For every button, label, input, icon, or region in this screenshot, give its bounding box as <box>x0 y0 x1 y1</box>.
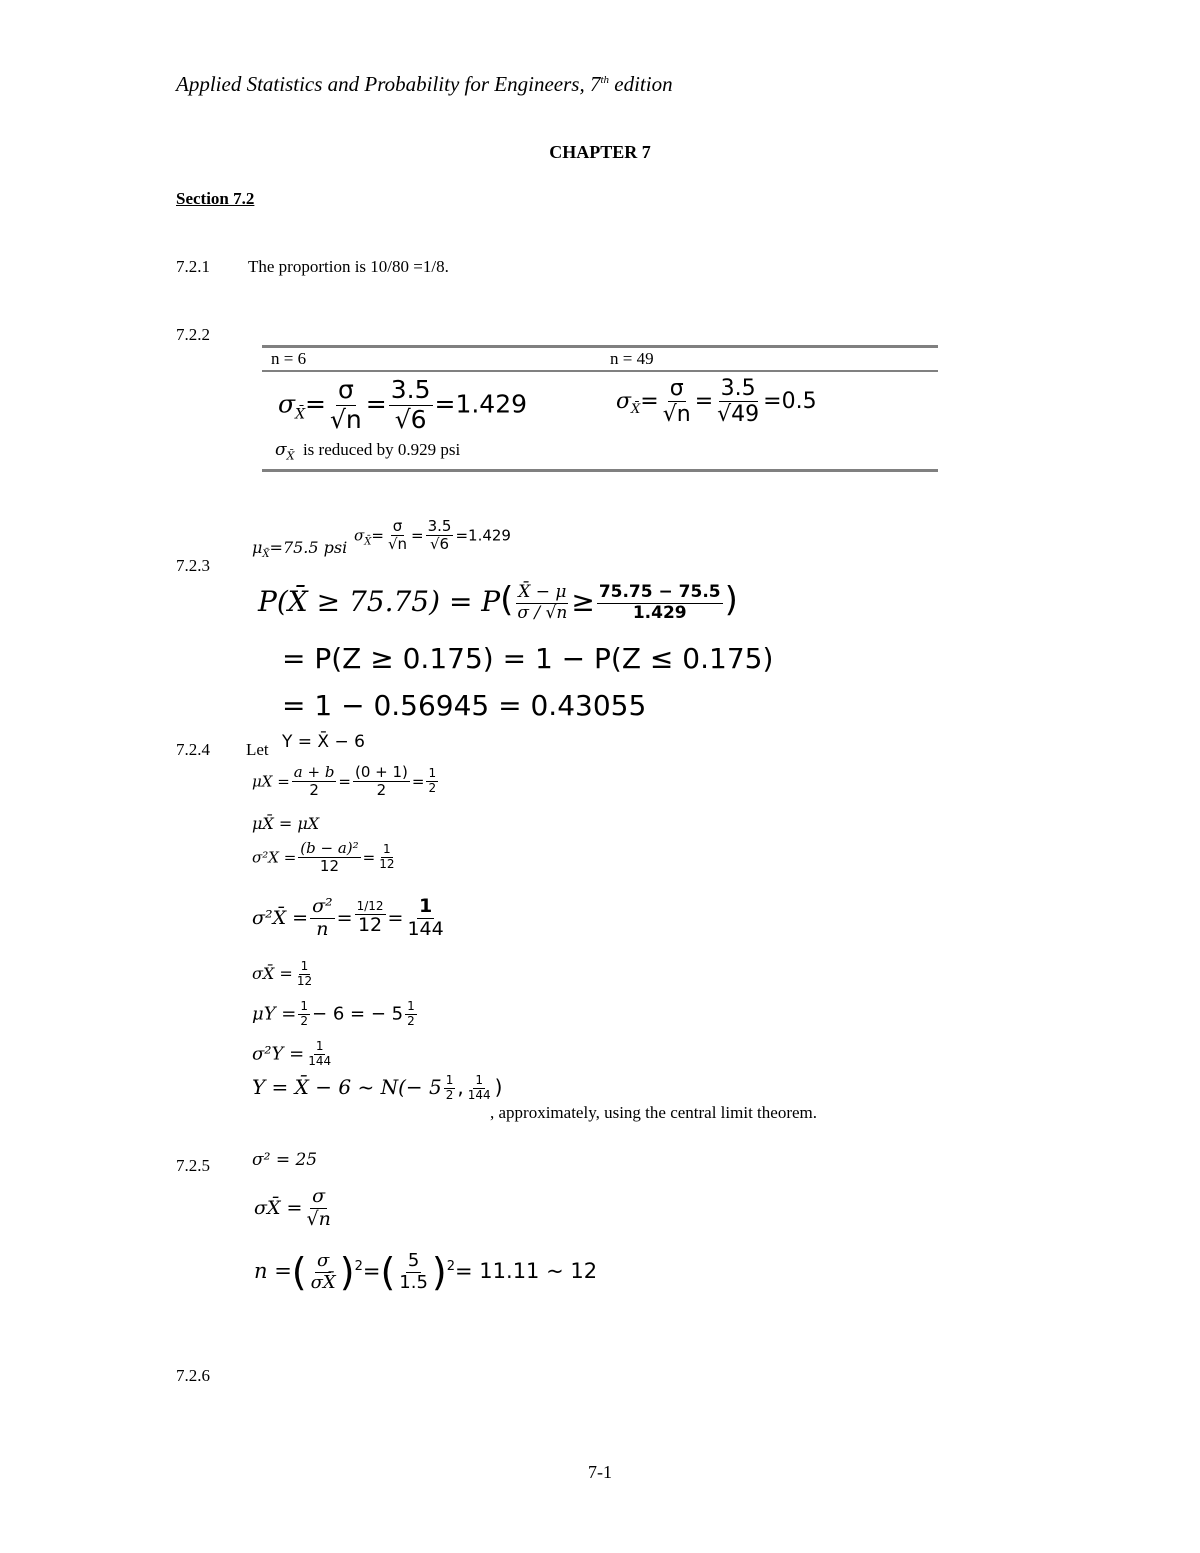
probability-line-1: P(X̄ ≥ 75.75) = P( $\frac{X̄ - \mu}{\sigma / √n}$ ≥ $\frac{75.75 - 75.5}{1.429}$ ) <box>258 580 738 623</box>
frac-den: √49 <box>717 402 760 428</box>
prob-left: P(X̄ ≥ 75.75) = P <box>258 585 501 618</box>
close-paren: ) <box>494 1074 503 1099</box>
let-word: Let <box>246 740 269 759</box>
frac-den: 12 <box>357 913 383 936</box>
frac-num: σ <box>337 375 354 404</box>
table-header-n49: n = 49 <box>610 349 654 368</box>
frac-num: 1 <box>428 766 437 781</box>
result-value: = 11.11 ~ 12 <box>455 1259 598 1283</box>
var-y-equation <box>252 1040 335 1069</box>
frac-num: 75.75 − 75.5 <box>598 581 721 602</box>
lhs: μX = <box>252 772 290 791</box>
xbar-subscript: X̄ <box>286 449 295 463</box>
var-x-equation: σ²X = $\frac{\text{(b − a)²}}{12}$ = $\frac{1}{12}$ <box>252 839 395 876</box>
frac-num: σ <box>312 1185 326 1207</box>
probability-line-3: = 1 − 0.56945 = 0.43055 <box>282 689 647 722</box>
xbar-subscript: X̄ <box>295 406 306 423</box>
frac-num: (b − a)² <box>300 839 359 857</box>
section-title: Section 7.2 <box>176 189 255 208</box>
frac-den: σ / √n <box>517 602 568 623</box>
frac-num: X̄ − μ <box>518 581 567 602</box>
problem-text-7-2-1: The proportion is 10/80 =1/8. <box>248 257 449 276</box>
lhs: σX̄ = <box>252 963 293 983</box>
running-header <box>176 72 673 97</box>
result-value: =1.429 <box>455 526 511 545</box>
xbar-subscript: X̄ <box>631 402 641 418</box>
lhs: n = <box>254 1259 292 1283</box>
sigma-symbol: σ <box>616 388 632 414</box>
xbar-subscript: X̄ <box>262 549 270 561</box>
mid-expr: − 6 = − 5 <box>312 1003 404 1025</box>
frac-num: (0 + 1) <box>355 763 408 781</box>
frac-num: 1/12 <box>356 899 384 914</box>
frac-den: √n <box>330 404 362 434</box>
frac-den: 144 <box>467 1087 491 1102</box>
frac-num: 1 <box>418 895 433 917</box>
frac-den: σX̄ <box>310 1271 336 1293</box>
reduction-note <box>275 440 460 462</box>
mu-xbar-equation: μX̄ = μX <box>252 814 320 833</box>
frac-num: σ <box>392 517 403 535</box>
chapter-title: CHAPTER 7 <box>549 142 651 162</box>
mean-value: =75.5 psi <box>269 538 348 557</box>
frac-num: 1 <box>300 999 309 1013</box>
book-title: Applied Statistics and Probability for Engineers, 7 <box>176 72 601 96</box>
frac-den: √6 <box>394 404 427 434</box>
frac-num: 1 <box>407 999 415 1013</box>
edition-word: edition <box>609 72 673 96</box>
frac-num: σ <box>317 1249 330 1271</box>
frac-den: 1.5 <box>399 1271 428 1293</box>
frac-num: 5 <box>407 1249 420 1271</box>
mean-statement <box>252 538 347 560</box>
frac-num: 3.5 <box>390 375 431 404</box>
probability-line-2: = P(Z ≥ 0.175) = 1 − P(Z ≤ 0.175) <box>282 642 774 675</box>
stderr-statement: $\sigma_{X̄}=$ $\frac{\sigma}{√n}$ = $\frac{3.5}{√6}$ =1.429 <box>354 517 511 554</box>
equation-sigma-xbar-n6: $\sigma_{X̄}=$ $\frac{\sigma}{√n}$ = $\frac{3.5}{√6}$ =1.429 <box>278 375 528 434</box>
result-value: =1.429 <box>434 389 528 419</box>
frac-den: √n <box>306 1207 331 1230</box>
frac-num: σ² <box>312 895 333 917</box>
frac-den: √6 <box>429 535 450 554</box>
comma: , <box>457 1074 464 1099</box>
mu-symbol: μ <box>252 538 263 557</box>
result-value: =0.5 <box>763 388 817 414</box>
note-text: is reduced by 0.929 psi <box>302 440 461 459</box>
frac-num: 3.5 <box>427 517 452 535</box>
frac-den: 2 <box>300 1013 309 1028</box>
mu-y-equation <box>252 1000 419 1029</box>
frac-num: σ <box>669 376 684 401</box>
distribution-equation <box>252 1074 502 1103</box>
frac-den: 2 <box>376 781 387 800</box>
problem-number-7-2-3: 7.2.3 <box>176 556 210 575</box>
sigma-symbol: σ <box>278 389 296 419</box>
frac-den: 12 <box>379 857 395 872</box>
lhs: σ²X = <box>252 848 297 867</box>
problem-number-7-2-6: 7.2.6 <box>176 1366 210 1385</box>
variance-given: σ² = 25 <box>252 1150 318 1170</box>
clt-note: , approximately, using the central limit theorem. <box>490 1103 818 1122</box>
sigma-symbol: σ <box>354 526 365 545</box>
sample-size-equation: n =( $\frac{\sigma}{\sigma X̄}$ )$^2$=( $\frac{5}{1.5}$ )$^2$= 11.11 ~ 12 <box>254 1249 598 1294</box>
table-header-n6: n = 6 <box>271 349 307 368</box>
edition-superscript: th <box>600 74 610 86</box>
frac-den: 12 <box>296 973 313 988</box>
xbar-subscript: X̄ <box>364 536 372 548</box>
frac-den: 2 <box>445 1087 454 1102</box>
equation-sigma-xbar-n49: $\sigma_{X̄}=$ $\frac{\sigma}{√n}$ = $\frac{3.5}{√49}$ =0.5 <box>616 376 817 428</box>
frac-den: 144 <box>308 1053 332 1068</box>
frac-num: 1 <box>383 842 391 857</box>
var-xbar-equation: σ²X̄ = $\frac{\text{σ²}}{n}$ = $\frac{1/12}{12}$ = $\frac{1}{144}$ <box>252 895 444 940</box>
frac-den: n <box>316 917 329 940</box>
frac-den: √n <box>662 402 691 428</box>
lhs: σX̄ = <box>254 1196 303 1219</box>
lhs: Y = X̄ − 6 ~ N(− 5 <box>252 1074 442 1099</box>
ge-symbol: ≥ <box>571 585 595 618</box>
frac-num: 1 <box>475 1073 483 1087</box>
frac-num: a + b <box>293 763 335 781</box>
sigma-symbol: σ <box>275 440 287 460</box>
problem-number-7-2-5: 7.2.5 <box>176 1156 210 1175</box>
lhs: μY = <box>252 1003 297 1025</box>
frac-den: 2 <box>407 1013 415 1028</box>
frac-den: √n <box>387 535 408 554</box>
frac-num: 1 <box>315 1039 324 1053</box>
table-top-rule <box>262 345 938 348</box>
table-bottom-rule <box>262 469 938 472</box>
lhs: σ²Y = <box>252 1043 305 1065</box>
page-number: 7-1 <box>588 1462 612 1482</box>
frac-den: 2 <box>309 781 319 800</box>
problem-number-7-2-2: 7.2.2 <box>176 325 210 344</box>
sd-xbar-equation <box>252 960 316 989</box>
frac-num: 3.5 <box>720 376 756 401</box>
frac-den: 1.429 <box>632 602 687 623</box>
problem-number-7-2-1: 7.2.1 <box>176 257 210 276</box>
frac-den: 12 <box>319 857 340 876</box>
mu-x-equation: μX = $\frac{a + b}{2}$ = $\frac{(0 + 1)}{2}$ = $\frac{1}{2}$ <box>252 763 437 800</box>
frac-den: 2 <box>428 781 437 796</box>
let-equation: Y = X̄ − 6 <box>282 732 365 752</box>
table-header-rule <box>262 370 938 372</box>
lhs: σ²X̄ = <box>252 906 309 929</box>
problem-number-7-2-4: 7.2.4 <box>176 740 210 759</box>
frac-den: 144 <box>407 917 444 940</box>
frac-num: 1 <box>300 959 309 973</box>
stderr-formula <box>254 1186 335 1231</box>
frac-num: 1 <box>445 1073 454 1087</box>
